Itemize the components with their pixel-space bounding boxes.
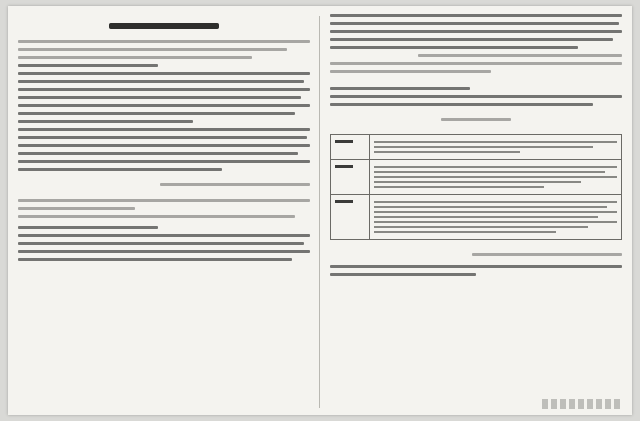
right-column <box>330 14 622 284</box>
column-divider <box>319 16 320 408</box>
left-column <box>18 14 310 269</box>
table-cell-era <box>331 195 370 240</box>
exam-sheet <box>8 6 632 415</box>
section-title-text <box>109 23 219 29</box>
table-cell-content <box>370 195 622 240</box>
q27-table <box>330 134 622 240</box>
table-cell-content <box>370 160 622 195</box>
q25-heading <box>18 64 158 67</box>
question-25 <box>18 64 310 218</box>
table-row <box>331 135 622 160</box>
q26-heading <box>18 226 158 229</box>
table-cell-era <box>331 135 370 160</box>
section-title <box>18 14 310 33</box>
question-27 <box>330 87 622 276</box>
table-row <box>331 195 622 240</box>
q27-table-caption <box>330 111 622 130</box>
q27-heading <box>330 87 470 90</box>
table-cell-content <box>370 135 622 160</box>
watermark <box>542 399 622 409</box>
table-cell-era <box>331 160 370 195</box>
question-26 <box>18 226 310 261</box>
q27-table-source <box>330 246 622 265</box>
q25-source <box>18 176 310 195</box>
table-row <box>331 160 622 195</box>
